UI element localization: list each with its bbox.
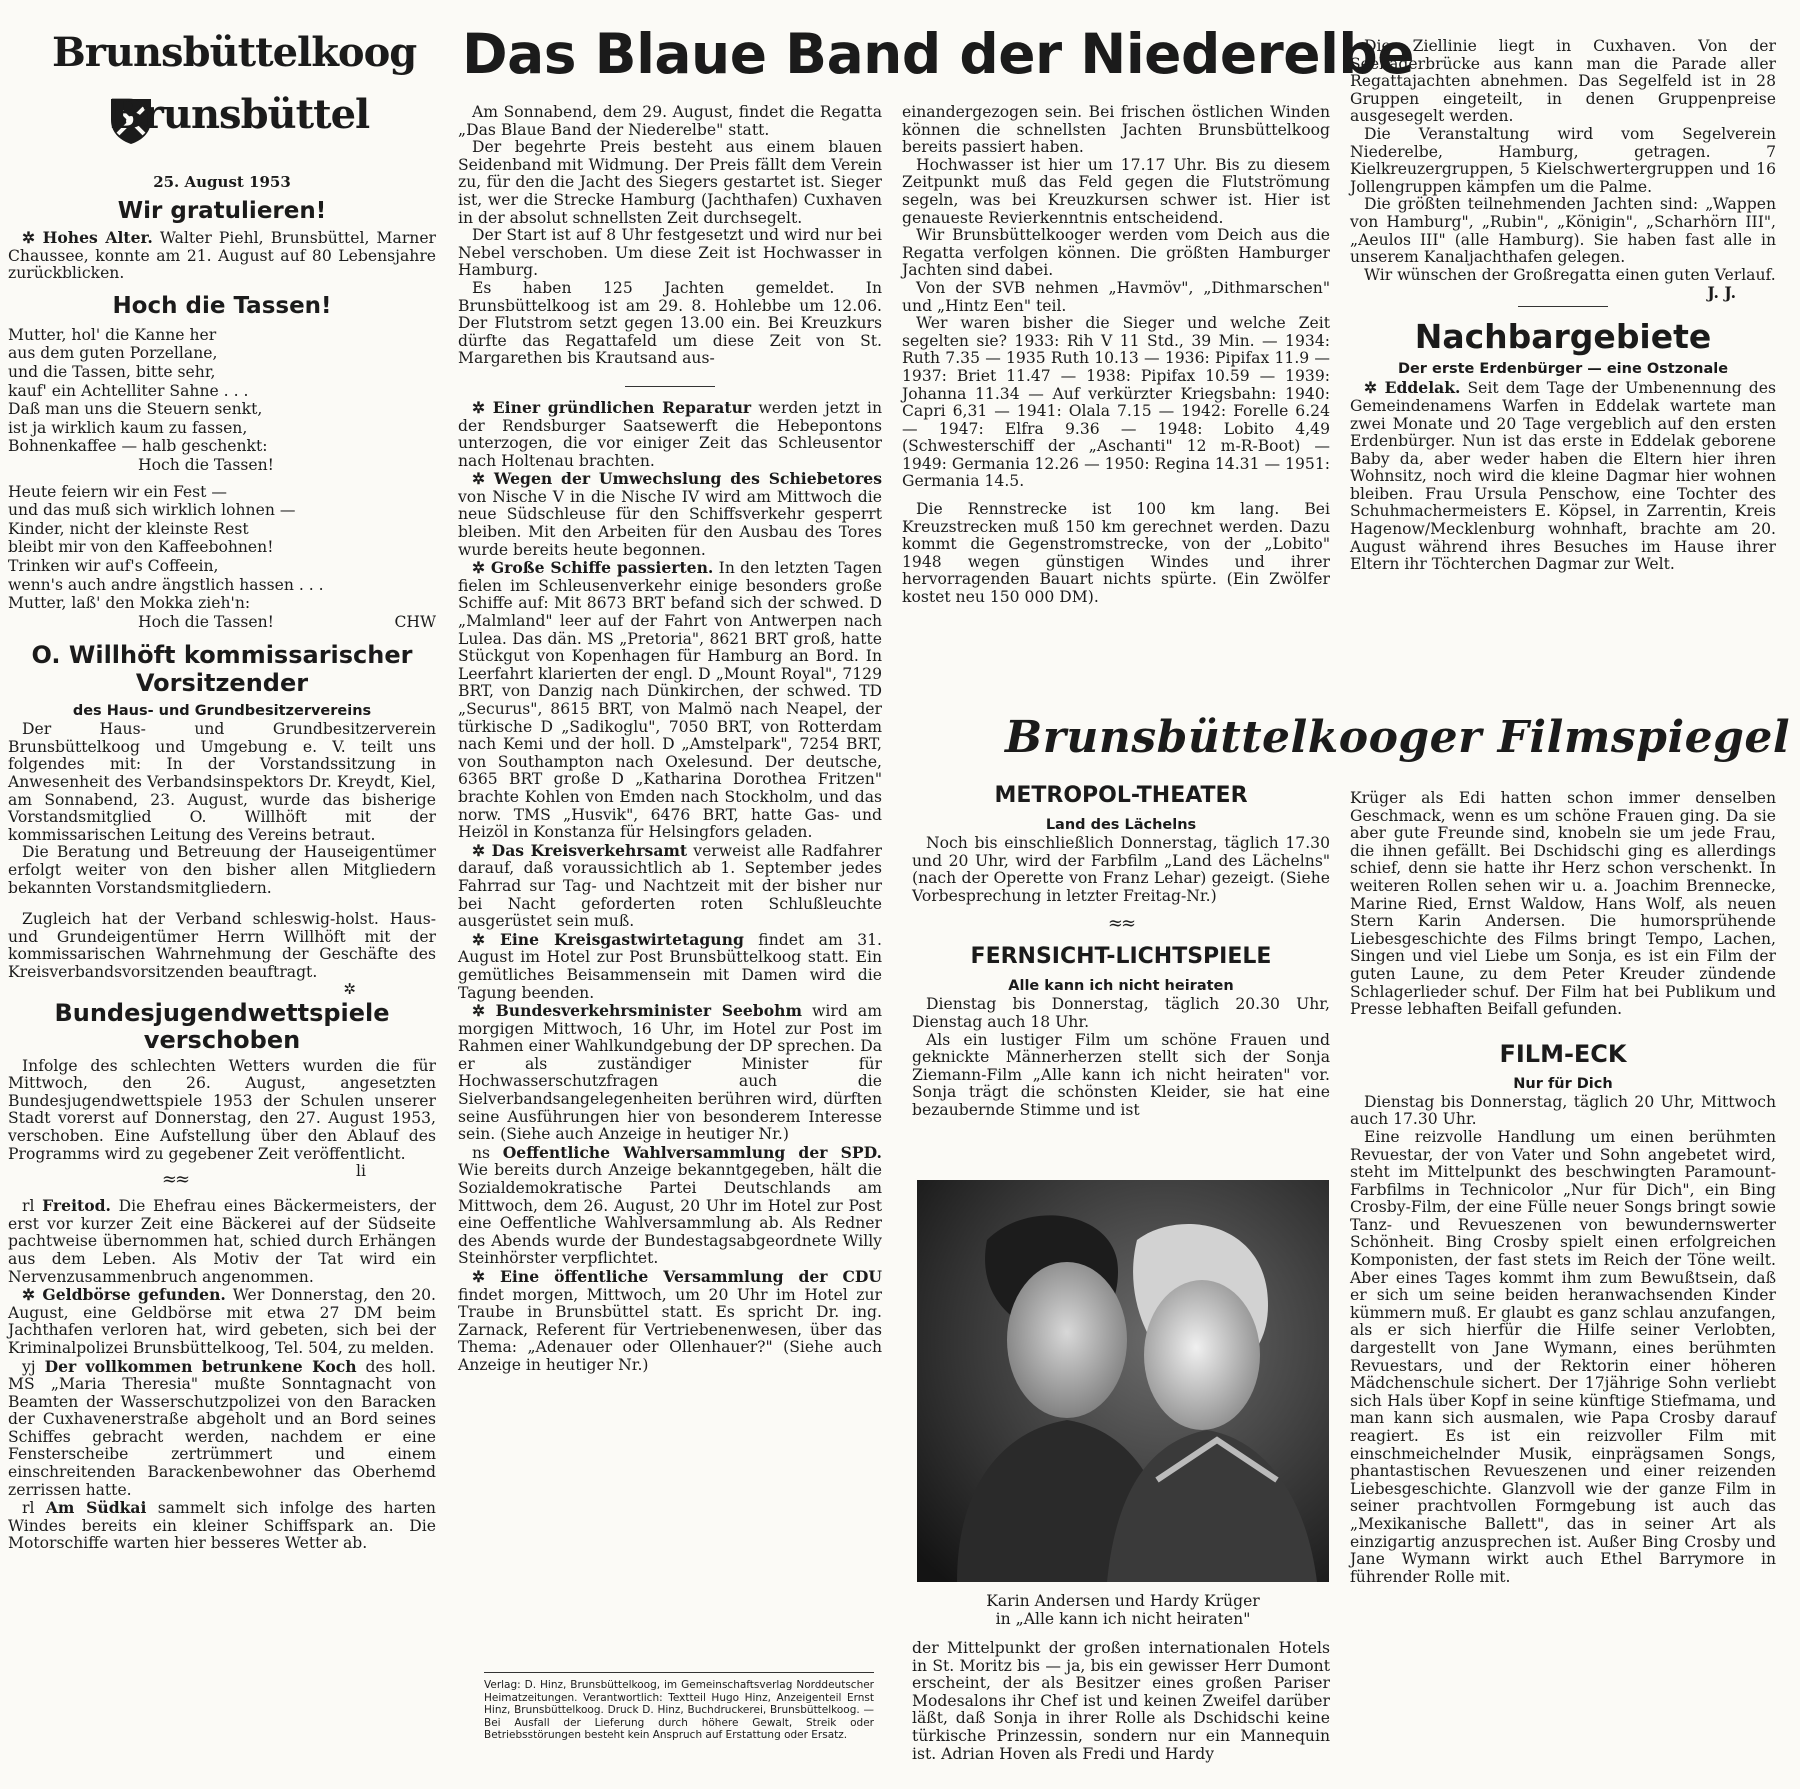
article-koch xyxy=(8,1358,436,1500)
imprint: Verlag: D. Hinz, Brunsbüttelkoog, im Gemeinschaftsverlag Norddeutscher Heimatzeitungen. Verantwortlich: Textteil Hugo Hinz, Anzeigenteil Ernst Hinz, Brunsbüttelkoog. Druck D. Hinz, Buchdruckerei, Brunsbüttelkoog. — Bei Ausfall der Lieferung durch höhere Gewalt, Streik oder Betriebsstörungen besteht kein Anspruch auf Erstattung oder Ersatz. xyxy=(484,1679,874,1742)
column-3 xyxy=(902,104,1330,607)
regatta-paragraph: Der Start ist auf 8 Uhr festgesetzt und wird nur bei Nebel verschoben. Um diese Zeit ist Hochwasser in Hamburg. xyxy=(458,226,882,280)
body: wird am morgigen Mittwoch, 16 Uhr, im Hotel zur Post im Rahmen einer Wahlkundgebung der DP sprechen. Da er als zuständiger Minister für Hochwasserschutzfragen auch die Sielverbandsangelegenheiten berühren wird, dürften seine Ausführungen hier von besonderem Interesse sein. (Siehe auch Anzeige in heutiger Nr.) xyxy=(458,1002,882,1144)
film-column-left xyxy=(912,782,1330,1120)
lead: Oeffentliche Wahlversammlung der SPD. xyxy=(502,1142,882,1162)
lead: Geldbörse gefunden. xyxy=(42,1285,226,1305)
poem-line: und das muß sich wirklich lohnen — xyxy=(8,501,296,520)
lead: Eine Kreisgastwirtetagung xyxy=(500,929,744,949)
poem-line: Bohnenkaffee — halb geschenkt: xyxy=(8,437,268,456)
subheading-filmeck: Nur für Dich xyxy=(1513,1075,1613,1092)
article-eddelak xyxy=(1350,379,1776,574)
photo-caption xyxy=(917,1592,1329,1628)
body: Walter Piehl, Brunsbüttel, Marner Chaussee, konnte am 21. August auf 80 Lebensjahre zurückblicken. xyxy=(8,229,436,283)
poem-line xyxy=(8,613,436,632)
filmspiegel-title: Brunsbüttelkooger Filmspiegel xyxy=(1005,712,1791,763)
lead: Große Schiffe passierten. xyxy=(490,558,714,578)
heading-fernsicht: FERNSICHT-LICHTSPIELE xyxy=(970,944,1272,970)
heading-filmeck: FILM-ECK xyxy=(1499,1039,1627,1068)
body: sammelt sich infolge des harten Windes bereits ein kleiner Schiffspark an. Die Motorschiffe warten hier besseres Wetter ab. xyxy=(8,1499,436,1553)
main-headline: Das Blaue Band der Niederelbe xyxy=(462,22,1415,86)
article-paragraph: Dienstag bis Donnerstag, täglich 20.30 Uhr, Dienstag auch 18 Uhr. xyxy=(912,995,1330,1031)
poem-line: Trinken wir auf's Coffeein, xyxy=(8,556,219,575)
article-reparatur xyxy=(458,399,882,470)
body: werden jetzt in der Rendsburger Saatsewerft die Hebepontons unterzogen, die vor einiger Zeit das Schleusentor nach Holtenau brachten. xyxy=(458,398,882,470)
poem-refrain: Hoch die Tassen! xyxy=(138,612,274,631)
signature: li xyxy=(356,1162,366,1181)
star-icon: ✲ xyxy=(472,1001,496,1021)
lead: Wegen der Umwechslung des Schiebetores xyxy=(493,469,882,489)
film-still-photo xyxy=(917,1180,1329,1582)
poem-line: aus dem guten Porzellane, xyxy=(8,344,218,363)
star-icon: ✲ xyxy=(472,840,492,860)
article-kreisverkehr xyxy=(458,842,882,931)
body: von Nische V in die Nische IV wird am Mittwoch die neue Südschleuse für den Schiffsverkehr gesperrt bleiben. Mit den Arbeiten für den Ausbau des Tores wurde bereits heute begonnen. xyxy=(458,487,882,559)
poem-line: Heute feiern wir ein Fest — xyxy=(8,482,227,501)
article-paragraph: Als ein lustiger Film um schöne Frauen und geknickte Männerherzen stellt sich der Sonja Ziemann-Film „Alle kann ich nicht heiraten" vor. Sonja trägt die schönsten Kleider, sie hat eine bezaubernde Stimme und ist xyxy=(912,1030,1330,1119)
regatta-paragraph: Die Ziellinie liegt in Cuxhaven. Von der Seebäderbrücke aus kann man die Parade aller Regattajachten abnehmen. Das Segelfeld ist in 28 Gruppen eingeteilt, in denen Gruppenpreise ausgesegelt werden. xyxy=(1350,37,1776,126)
film-column-left-bottom xyxy=(912,1640,1330,1763)
caption-line: Karin Andersen und Hardy Krüger xyxy=(986,1592,1260,1610)
star-icon: ✲ xyxy=(472,469,494,489)
heading-metropol: METROPOL-THEATER xyxy=(994,783,1248,808)
lead: Der vollkommen betrunkene Koch xyxy=(44,1356,357,1376)
poem-line: Daß man uns die Steuern senkt, xyxy=(8,400,263,419)
star-icon: ✲ xyxy=(472,558,491,578)
regatta-paragraph: Am Sonnabend, dem 29. August, findet die Regatta „Das Blaue Band der Niederelbe" statt. xyxy=(458,103,882,139)
heading-tassen: Hoch die Tassen! xyxy=(112,292,332,319)
article-paragraph: Eine reizvolle Handlung um einen berühmten Revuestar, der von Vater und Sohn angebetet wird, steht im Mittelpunkt des beschwingten Paramount-Farbfilms in Technicolor „Nur für Dich", ein Bing Crosby-Film, der eine Fülle neuer Songs bringt sowie Tanz- und Revueszenen von bewundernswerter Schönheit. Bing Crosby spielt einen erfolgreichen Komponisten, der fast stets im Reich der Töne weilt. Aber eines Tages kommt ihm zum Bewußtsein, daß er sich um seine beiden heranwachsenden Kinder kümmern muß. Er glaubt es ganz schlau anzufangen, als er sich hierfür die Hilfe seiner Verlobten, dargestellt von Jane Wymann, eines berühmten Revuestars, und der Rektorin einer höheren Mädchenschule sichert. Der 17jährige Sohn verliebt sich Hals über Kopf in seine künftige Stiefmama, und man kann sich ausmalen, wie Papa Crosby darauf reagiert. Es ist ein reizvoller Film mit einschmeichelnder Musik, einprägsamen Songs, phantastischen Revueszenen und einer reizenden Liebesgeschichte. Glanzvoll wie der ganze Film in seiner prachtvollen Formgebung ist auch das „Mexikanische Ballett", das in seiner Art als einzigartig anzusprechen ist. Außer Bing Crosby und Jane Wymann wirkt auch Ethel Barrymore in führender Rolle mit. xyxy=(1350,1127,1776,1586)
article-paragraph: Krüger als Edi hatten schon immer denselben Geschmack, wenn es um schöne Frauen ging. Da sie aber gute Freunde sind, knobeln sie um jede Frau, die ihnen gefällt. Bei Dschidschi ging es allerdings schief, denn sie hatte ihr Herz schon verschenkt. In weiteren Rollen sehen wir u. a. Joachim Brennecke, Marine Ried, Ernst Waldow, Hans Wolf, als neuen Stern Karin Andersen. Die humorsprühende Liebesgeschichte des Films bringt Tempo, Lachen, Singen und viel Liebe um Sonja, es ist ein Film der guten Laune, zu dem Peter Kreuder zündende Schlagerlieder schuf. Der Film hat bei Publikum und Presse lebhaften Beifall gefunden. xyxy=(1350,789,1776,1019)
poem-line: Hoch die Tassen! xyxy=(138,455,274,474)
article-paragraph: der Mittelpunkt der großen internationalen Hotels in St. Moritz bis — ja, bis ein gewisser Herr Dumont erscheint, der als Besitzer eines großen Pariser Modesalons ihr Chef ist und keinen Zweifel darüber läßt, daß Sonja in ihrer Rolle als Dschidschi keine türkische Prinzessin, sondern nur ein Mannequin ist. Adrian Hoven als Fredi und Hardy xyxy=(912,1639,1330,1763)
regatta-paragraph: Der begehrte Preis besteht aus einem blauen Seidenband mit Widmung. Der Preis fällt dem Verein zu, für den die Jacht des Siegers gestartet ist. Sieger ist, wer die Strecke Hamburg (Jachthafen) Cuxhaven in der absolut schnellsten Zeit durchsegelt. xyxy=(458,138,882,227)
prefix: rl xyxy=(22,1197,35,1216)
regatta-paragraph: Es haben 125 Jachten gemeldet. In Brunsbüttelkoog ist am 29. 8. Hohlebbe um 12.06. Der Flutstrom setzt gegen 13.00 ein. Bei Kreuzkurs dürfte das Regattafeld um diese Zeit von St. Margarethen bis Krautsand aus- xyxy=(458,278,882,368)
regatta-paragraph: Die größten teilnehmenden Jachten sind: „Wappen von Hamburg", „Rubin", „Königin", „Scharhörn III", „Aeulos III" (alle Hamburg). Sie haben fast alle in unserem Kanaljachthafen gelegen. xyxy=(1350,195,1776,267)
article-geldboerse xyxy=(8,1286,436,1357)
article-paragraph: Die Beratung und Betreuung der Hauseigentümer erfolgt weiter von den bisher allen Mitgliedern bekannten Vorstandsmitgliedern. xyxy=(8,843,436,897)
issue-date: 25. August 1953 xyxy=(153,173,291,191)
article-paragraph: Dienstag bis Donnerstag, täglich 20 Uhr, Mittwoch auch 17.30 Uhr. xyxy=(1350,1092,1776,1129)
regatta-paragraph: Die Veranstaltung wird vom Segelverein Niederelbe, Hamburg, getragen. 7 Kielkreuzergruppen, 5 Kielschwertergruppen und 16 Jollengruppen kämpfen um die Palme. xyxy=(1350,124,1776,196)
poem-signature: CHW xyxy=(394,612,436,631)
star-icon: ✲ xyxy=(343,979,356,998)
body: Infolge des schlechten Wetters wurden die für Mittwoch, den 26. August, angesetzten Bundesjugendwettspiele 1953 der Schulen unserer Stadt vorerst auf Donnerstag, den 27. August 1953, verschoben. Eine Aufstellung über den Ablauf des Programms wird zu gegebener Zeit veröffentlicht. xyxy=(8,1056,436,1163)
article-paragraph: Der Haus- und Grundbesitzerverein Brunsbüttelkoog und Umgebung e. V. teilt uns folgendes mit: In der Vorstandssitzung in Anwesenheit des Verbandsinspektors Dr. Kreydt, Kiel, am Sonnabend, 23. August, wurde das bisherige Vorstandsmitglied O. Willhöft mit der kommissarischen Leitung des Vereins betraut. xyxy=(8,720,436,844)
regatta-continued: einandergezogen sein. Bei frischen östlichen Winden können die schnellsten Jachten Brunsbüttelkoog bereits passiert haben. xyxy=(902,103,1330,157)
body: Wer Donnerstag, den 20. August, eine Geldbörse mit etwa 27 DM beim Jachthafen verloren hat, wird gebeten, sich bei der Kriminalpolizei Brunsbüttelkoog, Tel. 504, zu melden. xyxy=(8,1286,437,1357)
star-icon: ✲ xyxy=(22,1285,43,1305)
article-paragraph: Zugleich hat der Verband schleswig-holst. Haus- und Grundeigentümer Herrn Willhöft mit der kommissarischen Wahrnehmung der Geschäfte des Kreisverbandsvorsitzenden beauftragt. xyxy=(8,910,436,981)
body: In den letzten Tagen fielen im Schleusenverkehr einige besonders große Schiffe auf: Mit 8673 BRT befand sich der schwed. D „Malmland" leer auf der Fahrt von Antwerpen nach Lulea. Das dän. MS „Pretoria", 8621 BRT groß, hatte Stückgut von Kopenhagen für Hamburg an Bord. In Leerfahrt klarierten der engl. D „Mount Royal", 7129 BRT, von Danzig nach Dünkirchen, der schwed. TD „Securus", 8615 BRT, von Malmö nach Neapel, der türkische D „Sadikoglu", 7050 BRT, von Rotterdam nach Kemi und der holl. D „Amstelpark", 7254 BRT, von Southampton nach Oxelesund. Der deutsche, 6365 BRT große D „Katharina Dorothea Fritzen" brachte Kohlen von Emden nach Stockholm, und das norw. TMS „Husvik", 6476 BRT, hatte Gas- und Heizöl in Konstanza für Helsingfors geladen. xyxy=(458,559,882,842)
divider xyxy=(625,386,715,387)
lead: Das Kreisverkehrsamt xyxy=(491,840,688,860)
poem-line: Mutter, hol' die Kanne her xyxy=(8,325,217,344)
prefix: yj xyxy=(22,1357,36,1376)
star-icon: ✲ xyxy=(472,929,500,949)
masthead-line1: Brunsbüttelkoog xyxy=(52,29,417,76)
body: findet am 31. August im Hotel zur Post Brunsbüttelkoog statt. Ein gemütliches Beisammensein mit Damen wird die Tagung beenden. xyxy=(458,930,883,1002)
column-4 xyxy=(1350,38,1776,574)
article-metropol: Noch bis einschließlich Donnerstag, täglich 17.30 und 20 Uhr, wird der Farbfilm „Land des Lächelns" (nach der Operette von Franz Lehar) gezeigt. (Siehe Vorbesprechung in letzter Freitag-Nr.) xyxy=(912,834,1330,905)
heading-gratulieren: Wir gratulieren! xyxy=(117,198,327,224)
article-freitod xyxy=(8,1197,436,1286)
film-column-right xyxy=(1350,790,1776,1586)
lead: Am Südkai xyxy=(45,1498,147,1518)
caption-line: in „Alle kann ich nicht heiraten" xyxy=(995,1610,1251,1628)
article-gastwirte xyxy=(458,931,882,1002)
film-still-image xyxy=(917,1180,1329,1582)
body: Seit dem Tage der Umbenennung des Gemeindenamens Warfen in Eddelak wartete man zwei Monate und 20 Tage vergeblich auf den ersten Erdenbürger. Nun ist das erste in Eddelak geborene Baby da, aber weder haben die Eltern hier ihren Wohnsitz, noch wird die kleine Dagmar hier wohnen bleiben. Frau Ursula Penschow, eine Tochter des Schuhmachermeisters E. Köpsel, in Zarrentin, Kreis Hagenow/Mecklenburg wohnhaft, brachte am 20. August während ihres Besuches im Hause ihrer Eltern ihr Töchterchen Dagmar zur Welt. xyxy=(1350,379,1776,574)
lead: Eddelak. xyxy=(1384,378,1461,398)
divider xyxy=(1518,306,1608,307)
star-icon: ✲ xyxy=(1364,378,1385,398)
poem-line: kauf' ein Achtelliter Sahne . . . xyxy=(8,381,249,400)
body: findet morgen, Mittwoch, um 20 Uhr im Hotel zur Traube in Brunsbüttel statt. Es spricht Dr. ing. Zarnack, Referent für Vertriebenenwesen, über das Thema: „Adenauer oder Ollenhauer?" (Siehe auch Anzeige in heutiger Nr.) xyxy=(458,1285,882,1374)
body: Wir wünschen der Großregatta einen guten Verlauf. xyxy=(1364,265,1776,284)
article-cdu xyxy=(458,1268,882,1375)
imprint-box xyxy=(484,1672,874,1742)
article-seebohm xyxy=(458,1002,882,1144)
body: Wie bereits durch Anzeige bekanntgegeben, hält die Sozialdemokratische Partei Deutschlands am Mittwoch, dem 26. August, 20 Uhr im Hotel zur Post eine Oeffentliche Wahlversammlung ab. Als Redner des Abends wurde der Bundestagsabgeordnete Willy Steinhörster verpflichtet. xyxy=(458,1161,882,1268)
star-icon: ✲ xyxy=(22,228,43,247)
heading-willhoeft: O. Willhöft kommissarischer Vorsitzender xyxy=(31,641,413,698)
lead: Einer gründlichen Reparatur xyxy=(492,397,752,417)
regatta-paragraph: Wir Brunsbüttelkooger werden vom Deich aus die Regatta verfolgen können. Die größten Hamburger Jachten sind dabei. xyxy=(902,226,1330,280)
lead: Bundesverkehrsminister Seebohm xyxy=(495,1001,802,1021)
regatta-paragraph: Von der SVB nehmen „Havmöv", „Dithmarschen" und „Hintz Een" teil. xyxy=(902,278,1330,315)
poem-line: bleibt mir von den Kaffeebohnen! xyxy=(8,538,274,557)
column-2 xyxy=(458,104,882,1789)
poem-line: Mutter, laß' den Mokka zieh'n: xyxy=(8,594,251,613)
body: Die Ehefrau eines Bäckermeisters, der erst vor kurzer Zeit eine Bäckerei auf der Südseite pachtweise übernommen hat, schied durch Erhängen aus dem Leben. Als Motiv der Tat wird ein Nervenzusammenbruch angenommen. xyxy=(8,1197,436,1286)
lead: Freitod. xyxy=(42,1196,111,1216)
article-schiffe xyxy=(458,559,882,842)
masthead-line2: Brunsbüttel xyxy=(110,91,370,138)
article-spd xyxy=(458,1144,882,1268)
star-icon: ✲ xyxy=(472,1267,501,1286)
poem-line: und die Tassen, bitte sehr, xyxy=(8,362,216,381)
regatta-paragraph xyxy=(1350,265,1776,303)
poem-line: Kinder, nicht der kleinste Rest xyxy=(8,519,249,538)
body: des holl. MS „Maria Theresia" mußte Sonntagnacht von Beamten der Wasserschutzpolizei von den Baracken der Cuxhavenerstraße abgeholt und an Bord seines Schiffes gebracht werden, nachdem er eine Fensterscheibe zertrümmert und einem einschreitenden Barackenbewohner das Oberhemd zerrissen hatte. xyxy=(8,1357,436,1499)
wave-divider: ≈≈ xyxy=(1107,913,1135,935)
prefix: rl xyxy=(22,1499,35,1518)
heading-bundesjugend: Bundesjugendwettspiele verschoben xyxy=(54,998,390,1054)
regatta-paragraph: Die Rennstrecke ist 100 km lang. Bei Kreuzstrecken muß 150 km gerechnet werden. Dazu kommt die Gegenstromstrecke, von der „Lobito" 1948 wegen günstigen Windes und ihrer hervorragenden Bauart nichts spürte. (Ein Zwölfer kostet neu 150 000 DM). xyxy=(902,500,1330,607)
regatta-winners: Wer waren bisher die Sieger und welche Zeit segelten sie? 1933: Rih V 11 Std., 39 Min. — 1934: Ruth 7.35 — 1935 Ruth 10.13 — 1936: Pipifax 11.9 — 1937: Briet 11.47 — 1938: Pipifax 10.59 — 1939: Johanna 11.34 — Auf verkürzter Kriegsbahn: 1940: Capri 6,31 — 1941: Olala 7.15 — 1942: Forelle 6.24 — 1947: Elfra 9.36 — 1948: Lobito 4,49 (Schwesterschiff der „Aschanti" 12 m-R-Boot) — 1949: Germania 12.26 — 1950: Regina 14.31 — 1951: Germania 14.5. xyxy=(902,314,1330,491)
subheading-willhoeft: des Haus- und Grundbesitzervereins xyxy=(72,703,372,720)
lead: Hohes Alter. xyxy=(42,228,153,247)
body: verweist alle Radfahrer darauf, daß voraussichtlich ab 1. September jedes Fahrrad sur Tag- und Nachtzeit mit der bisher nur bei Nacht geforderten roten Schlußleuchte ausgerüstet sein muß. xyxy=(458,841,882,931)
masthead xyxy=(52,18,417,138)
star-icon: ✲ xyxy=(472,397,493,417)
column-1 xyxy=(8,172,436,1789)
subheading-nachbargebiete: Der erste Erdenbürger — eine Ostzonale xyxy=(1397,361,1729,378)
subheading-metropol: Land des Lächelns xyxy=(1045,817,1197,833)
prefix: ns xyxy=(472,1143,491,1162)
subheading-fernsicht: Alle kann ich nicht heiraten xyxy=(1008,978,1234,995)
heading-nachbargebiete: Nachbargebiete xyxy=(1414,317,1712,357)
wave-divider: ≈≈ xyxy=(161,1169,189,1191)
article-hohes-alter xyxy=(8,229,436,283)
regatta-paragraph: Hochwasser ist hier um 17.17 Uhr. Bis zu diesem Zeitpunkt muß das Feld gegen die Flutströmung segeln, was bei Kreuzkursen schwer ist. Hier ist genaueste Revierkenntnis entscheidend. xyxy=(902,155,1330,227)
poem-line: ist ja wirklich kaum zu fassen, xyxy=(8,418,248,437)
article-schiebetor xyxy=(458,470,882,559)
poem xyxy=(8,326,436,632)
poem-line: wenn's auch andre ängstlich hassen . . . xyxy=(8,575,324,594)
article-bundesjugend xyxy=(8,1056,436,1181)
article-suedkai xyxy=(8,1499,436,1553)
lead: Eine öffentliche Versammlung der CDU xyxy=(500,1267,883,1286)
signature: J. J. xyxy=(1707,283,1736,303)
